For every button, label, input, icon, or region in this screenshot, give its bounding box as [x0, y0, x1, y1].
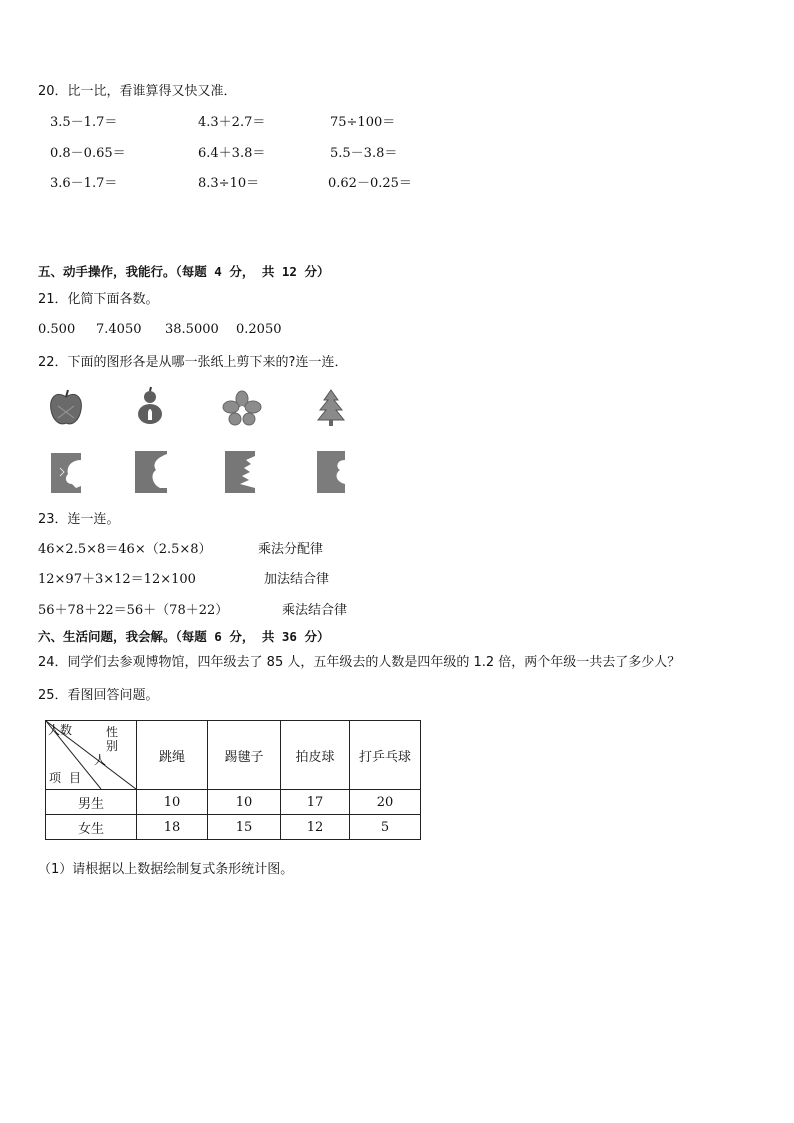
q25-sub1: （1）请根据以上数据绘制复式条形统计图。	[38, 862, 294, 877]
section6-title: 六、生活问题，我会解。（每题 6 分， 共 36 分）	[38, 629, 330, 644]
q21-title: 21．化简下面各数。	[38, 292, 159, 307]
paper-d-figure	[316, 450, 346, 494]
q23-law: 乘法分配律	[258, 542, 324, 557]
q23-equation: 12×97＋3×12＝12×100	[38, 572, 196, 587]
q20-expr: 3.6－1.7＝	[50, 176, 118, 191]
table-cell: 5	[350, 815, 421, 840]
corner-item-label: 项目	[49, 771, 90, 785]
table-cell: 18	[137, 815, 208, 840]
tree-shape-figure	[316, 388, 346, 428]
paper-b-figure	[134, 450, 168, 494]
row-label: 男生	[46, 790, 137, 815]
q20-expr: 0.8－0.65＝	[50, 146, 126, 161]
q20-expr: 4.3＋2.7＝	[198, 115, 266, 130]
table-row	[46, 790, 421, 815]
table-cell: 12	[281, 815, 350, 840]
q20-expr: 3.5－1.7＝	[50, 115, 118, 130]
q24-title: 24．同学们去参观博物馆，四年级去了 85 人，五年级去的人数是四年级的 1.2 倍，两个年级一共去了多少人？	[38, 655, 681, 670]
table-row	[46, 815, 421, 840]
q23-title: 23．连一连。	[38, 512, 120, 527]
flower-shape-figure	[222, 390, 262, 426]
column-header: 拍皮球	[281, 721, 350, 790]
gourd-shape-figure	[134, 386, 166, 428]
column-header: 跳绳	[137, 721, 208, 790]
q21-number: 7.4050	[96, 322, 142, 337]
table-cell: 10	[137, 790, 208, 815]
apple-shape-figure	[48, 388, 84, 428]
q20-title: 20．比一比，看谁算得又快又准．	[38, 84, 237, 99]
q23-equation: 56＋78＋22＝56＋（78＋22）	[38, 603, 229, 618]
row-label: 女生	[46, 815, 137, 840]
q23-law: 乘法结合律	[282, 603, 348, 618]
table-cell: 15	[208, 815, 281, 840]
corner-people-label: 人数	[48, 723, 73, 737]
column-header: 踢毽子	[208, 721, 281, 790]
q20-expr: 75÷100＝	[330, 115, 396, 130]
q20-expr: 5.5－3.8＝	[330, 146, 398, 161]
q20-expr: 0.62－0.25＝	[328, 176, 412, 191]
paper-c-figure	[224, 450, 256, 494]
q21-number: 0.2050	[236, 322, 282, 337]
section5-title: 五、动手操作，我能行。（每题 4 分， 共 12 分）	[38, 264, 330, 279]
q23-law: 加法结合律	[264, 572, 330, 587]
table-cell: 10	[208, 790, 281, 815]
q25-title: 25．看图回答问题。	[38, 688, 159, 703]
q21-number: 38.5000	[165, 322, 219, 337]
q21-number: 0.500	[38, 322, 76, 337]
corner-header-cell	[46, 721, 137, 790]
q20-expr: 8.3÷10＝	[198, 176, 260, 191]
stats-table	[45, 720, 421, 840]
corner-gender-label: 性别	[106, 725, 119, 753]
paper-a-figure	[50, 452, 82, 494]
q22-title: 22．下面的图形各是从哪一张纸上剪下来的?连一连．	[38, 355, 348, 370]
column-header: 打乒乓球	[350, 721, 421, 790]
table-cell: 17	[281, 790, 350, 815]
q23-equation: 46×2.5×8＝46×（2.5×8）	[38, 542, 212, 557]
table-cell: 20	[350, 790, 421, 815]
corner-per-label: 人	[94, 753, 107, 767]
q20-expr: 6.4＋3.8＝	[198, 146, 266, 161]
